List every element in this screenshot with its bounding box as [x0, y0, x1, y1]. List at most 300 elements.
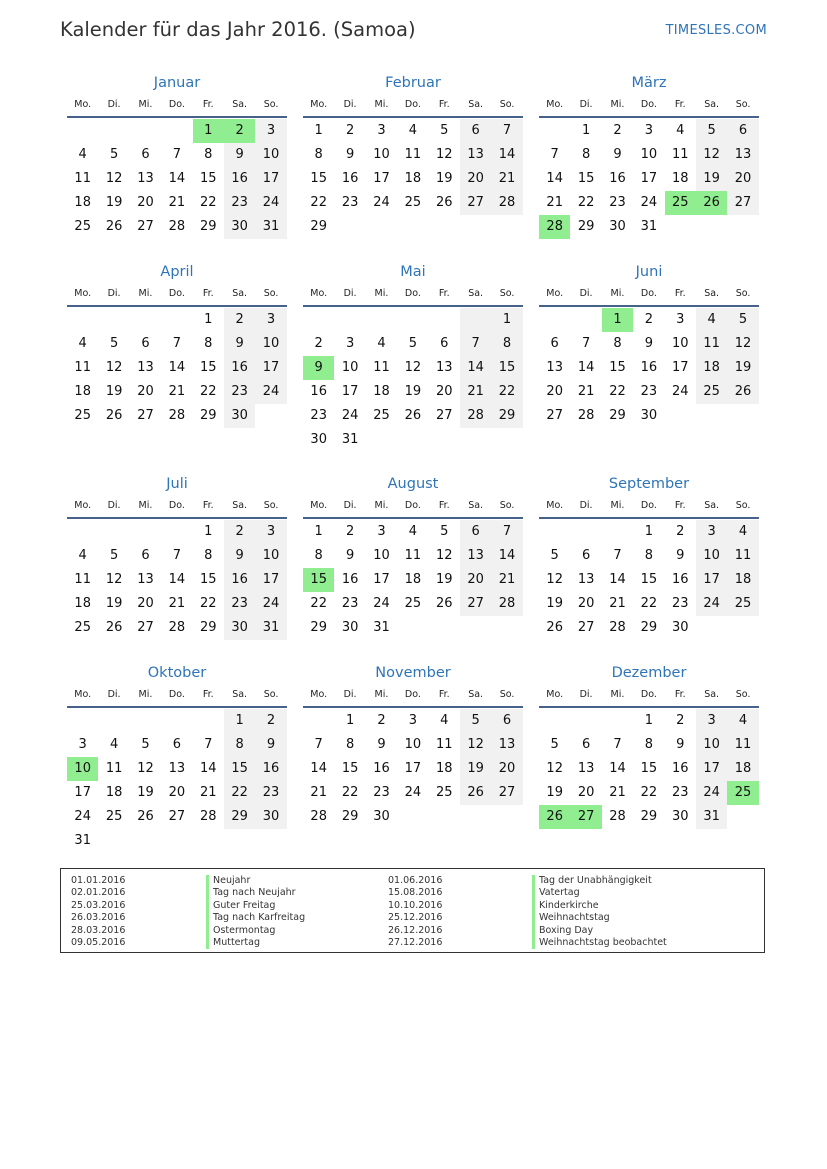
weekday-label: Sa. [468, 500, 484, 511]
weekday-label: Mi. [374, 288, 389, 299]
day-cell: 25 [105, 809, 123, 824]
month-name: Februar [385, 75, 441, 91]
weekday-header [303, 283, 523, 307]
day-cell: 3 [377, 123, 386, 138]
day-cell: 4 [78, 336, 87, 351]
day-cell: 22 [199, 596, 217, 611]
holiday-dates-right [388, 875, 442, 949]
day-cell: 6 [460, 520, 491, 544]
day-cell: 14 [168, 360, 186, 375]
day-cell: 27 [460, 592, 491, 616]
day-cell: 31 [255, 215, 286, 239]
day-cell: 31 [255, 616, 286, 640]
weekday-label: Di. [343, 288, 357, 299]
day-cell: 6 [727, 119, 758, 143]
day-cell: 23 [255, 781, 286, 805]
empty-cell [303, 308, 334, 332]
day-cell: 14 [168, 572, 186, 587]
holiday-name: Guter Freitag [206, 900, 305, 912]
weekday-label: So. [263, 689, 279, 700]
day-cell: 16 [671, 572, 689, 587]
weekday-label: Fr. [674, 500, 686, 511]
weekday-label: Fr. [202, 689, 214, 700]
day-cell: 25 [435, 785, 453, 800]
day-cell: 16 [373, 761, 390, 776]
day-cell: 13 [168, 761, 186, 776]
day-cell: 29 [224, 805, 255, 829]
month-februar [303, 72, 523, 239]
month-märz [539, 72, 759, 239]
empty-cell [539, 308, 570, 332]
weekday-label: So. [263, 99, 279, 110]
day-cell: 29 [310, 620, 327, 635]
holiday-name: Tag nach Karfreitag [206, 912, 305, 924]
weekday-label: Sa. [232, 288, 248, 299]
empty-cell [460, 308, 491, 332]
day-cell: 3 [408, 713, 417, 728]
day-cell: 6 [141, 147, 150, 162]
month-name: Juli [166, 476, 188, 492]
day-cell: 18 [696, 356, 727, 380]
day-cell: 14 [546, 171, 563, 186]
weekday-label: Mi. [138, 99, 153, 110]
day-cell: 9 [345, 548, 355, 563]
holiday-date: 01.06.2016 [388, 875, 443, 886]
weekday-label: So. [735, 99, 751, 110]
day-cell: 14 [491, 544, 522, 568]
day-cell: 8 [613, 336, 622, 351]
day-cell: 20 [577, 596, 595, 611]
day-cell: 3 [696, 520, 727, 544]
weekday-label: Mo. [74, 689, 92, 700]
empty-cell [67, 308, 98, 332]
day-cell: 20 [137, 596, 154, 611]
empty-cell [397, 308, 428, 332]
day-cell: 30 [341, 620, 359, 635]
day-cell: 11 [671, 147, 689, 162]
day-cell: 9 [224, 332, 255, 356]
day-cell: 29 [199, 408, 217, 423]
day-cell: 17 [373, 171, 390, 186]
day-cell: 21 [460, 380, 491, 404]
empty-cell [98, 308, 129, 332]
day-cell: 13 [546, 360, 563, 375]
day-cell: 17 [696, 568, 727, 592]
holiday-day-cell: 15 [303, 568, 334, 592]
weekday-label: Di. [579, 500, 593, 511]
day-cell: 7 [172, 336, 181, 351]
day-cell: 16 [609, 171, 626, 186]
weekday-label: So. [735, 288, 751, 299]
month-juni [539, 261, 759, 428]
day-cell: 25 [74, 219, 91, 234]
day-cell: 23 [640, 384, 658, 399]
weekday-label: So. [263, 500, 279, 511]
day-cell: 10 [671, 336, 689, 351]
day-cell: 23 [341, 195, 359, 210]
weekday-header [303, 495, 523, 519]
day-cell: 4 [676, 123, 685, 138]
weekday-label: Sa. [704, 689, 720, 700]
month-name: November [375, 665, 451, 681]
holiday-name: Weihnachtstag beobachtet [532, 937, 667, 949]
day-cell: 11 [373, 360, 390, 375]
weekday-header [303, 684, 523, 708]
day-cell: 15 [199, 572, 217, 587]
day-cell: 11 [404, 548, 422, 563]
day-cell: 2 [676, 713, 685, 728]
weekday-label: Do. [640, 288, 657, 299]
day-cell: 9 [345, 147, 355, 162]
day-cell: 6 [550, 336, 559, 351]
day-cell: 1 [204, 524, 213, 539]
day-cell: 5 [109, 548, 119, 563]
holiday-date: 25.03.2016 [71, 899, 126, 911]
day-cell: 17 [696, 757, 727, 781]
day-cell: 18 [373, 384, 390, 399]
weekday-label: Mo. [74, 288, 92, 299]
empty-cell [67, 119, 98, 143]
weekday-label: Sa. [704, 500, 720, 511]
weekday-label: Sa. [468, 689, 484, 700]
day-cell: 24 [373, 195, 390, 210]
weekday-label: Do. [640, 689, 657, 700]
day-cell: 21 [491, 568, 522, 592]
day-cell: 3 [345, 336, 355, 351]
day-cell: 31 [341, 432, 359, 447]
weekday-label: Di. [107, 500, 121, 511]
day-cell: 18 [435, 761, 453, 776]
day-cell: 4 [377, 336, 386, 351]
day-cell: 7 [314, 737, 323, 752]
day-cell: 28 [577, 408, 595, 423]
day-grid [67, 119, 287, 239]
day-cell: 9 [224, 544, 255, 568]
day-cell: 4 [727, 709, 758, 733]
day-cell: 6 [172, 737, 181, 752]
day-cell: 9 [676, 548, 685, 563]
day-cell: 10 [373, 147, 390, 162]
weekday-label: Mi. [374, 500, 389, 511]
day-cell: 25 [696, 380, 727, 404]
weekday-label: Mo. [310, 288, 328, 299]
month-name: Oktober [147, 665, 207, 681]
holiday-date: 02.01.2016 [71, 887, 126, 899]
day-cell: 4 [696, 308, 727, 332]
day-cell: 16 [224, 568, 255, 592]
day-cell: 2 [255, 709, 286, 733]
day-cell: 1 [491, 308, 522, 332]
day-cell: 28 [460, 404, 491, 428]
day-cell: 19 [696, 167, 727, 191]
day-cell: 10 [373, 548, 390, 563]
day-cell: 7 [550, 147, 559, 162]
holiday-name: Muttertag [206, 937, 305, 949]
weekday-header [539, 94, 759, 118]
day-cell: 17 [640, 171, 658, 186]
day-cell: 30 [671, 809, 689, 824]
month-name: August [387, 476, 439, 492]
weekday-label: Mo. [74, 99, 92, 110]
day-cell: 12 [435, 548, 453, 563]
day-cell: 22 [310, 195, 327, 210]
day-cell: 18 [671, 171, 689, 186]
day-cell: 26 [435, 596, 453, 611]
day-grid [539, 709, 759, 829]
day-cell: 6 [581, 737, 591, 752]
day-cell: 17 [373, 572, 390, 587]
weekday-label: Sa. [468, 288, 484, 299]
day-cell: 3 [676, 312, 685, 327]
day-cell: 29 [310, 219, 327, 234]
day-cell: 20 [460, 167, 491, 191]
day-cell: 27 [546, 408, 563, 423]
day-grid [67, 308, 287, 428]
day-cell: 7 [491, 520, 522, 544]
holiday-date: 26.03.2016 [71, 912, 126, 924]
weekday-label: Di. [107, 689, 121, 700]
day-cell: 28 [609, 809, 626, 824]
day-cell: 16 [310, 384, 327, 399]
day-cell: 23 [609, 195, 626, 210]
weekday-header [539, 684, 759, 708]
weekday-label: Do. [404, 99, 421, 110]
empty-cell [602, 520, 633, 544]
day-cell: 8 [224, 733, 255, 757]
day-grid [303, 520, 523, 640]
day-cell: 13 [137, 572, 154, 587]
day-grid [539, 520, 759, 640]
day-cell: 27 [137, 219, 154, 234]
day-cell: 30 [373, 809, 390, 824]
weekday-header [67, 495, 287, 519]
day-cell: 16 [341, 171, 359, 186]
day-cell: 5 [141, 737, 150, 752]
weekday-label: Fr. [202, 500, 214, 511]
day-cell: 14 [609, 761, 626, 776]
day-cell: 23 [224, 191, 255, 215]
weekday-label: Fr. [438, 689, 450, 700]
day-cell: 7 [460, 332, 491, 356]
day-cell: 15 [341, 761, 359, 776]
day-cell: 30 [224, 215, 255, 239]
weekday-label: So. [735, 689, 751, 700]
day-cell: 6 [440, 336, 449, 351]
day-cell: 15 [310, 171, 327, 186]
day-cell: 8 [345, 737, 355, 752]
weekday-label: Mi. [374, 689, 389, 700]
day-cell: 2 [345, 123, 355, 138]
day-cell: 5 [109, 147, 119, 162]
day-cell: 2 [644, 312, 653, 327]
weekday-label: Mi. [138, 288, 153, 299]
day-cell: 26 [105, 219, 123, 234]
day-cell: 3 [696, 709, 727, 733]
holiday-dates-left [71, 875, 125, 949]
day-cell: 1 [581, 123, 591, 138]
weekday-header [539, 495, 759, 519]
day-cell: 2 [377, 713, 386, 728]
day-cell: 14 [577, 360, 595, 375]
day-cell: 5 [408, 336, 417, 351]
empty-cell [98, 520, 129, 544]
weekday-label: Mi. [138, 500, 153, 511]
day-cell: 12 [727, 332, 758, 356]
day-cell: 29 [640, 620, 658, 635]
day-cell: 22 [310, 596, 327, 611]
day-cell: 2 [676, 524, 685, 539]
empty-cell [366, 308, 397, 332]
day-cell: 26 [727, 380, 758, 404]
weekday-label: Fr. [438, 500, 450, 511]
weekday-label: Di. [107, 288, 121, 299]
day-cell: 6 [460, 119, 491, 143]
month-april [67, 261, 287, 428]
day-cell: 3 [255, 520, 286, 544]
holiday-day-cell: 25 [727, 781, 758, 805]
holiday-name: Boxing Day [532, 925, 667, 937]
day-cell: 17 [255, 356, 286, 380]
weekday-label: Do. [404, 288, 421, 299]
day-cell: 5 [440, 524, 449, 539]
day-cell: 8 [491, 332, 522, 356]
day-cell: 3 [255, 308, 286, 332]
empty-cell [570, 308, 601, 332]
day-cell: 22 [199, 195, 217, 210]
day-cell: 19 [137, 785, 154, 800]
day-cell: 19 [727, 356, 758, 380]
holiday-day-cell: 26 [696, 191, 727, 215]
holiday-day-cell: 9 [303, 356, 334, 380]
day-cell: 30 [640, 408, 658, 423]
day-cell: 22 [224, 781, 255, 805]
day-cell: 27 [460, 191, 491, 215]
day-cell: 13 [137, 360, 154, 375]
weekday-label: Mi. [610, 500, 625, 511]
day-cell: 6 [491, 709, 522, 733]
day-cell: 4 [408, 524, 417, 539]
day-cell: 20 [491, 757, 522, 781]
day-grid [303, 308, 523, 452]
empty-cell [539, 119, 570, 143]
day-cell: 24 [671, 384, 689, 399]
weekday-label: Di. [343, 99, 357, 110]
day-cell: 5 [727, 308, 758, 332]
empty-cell [602, 709, 633, 733]
day-cell: 25 [404, 596, 422, 611]
day-cell: 19 [435, 171, 453, 186]
day-cell: 21 [609, 596, 626, 611]
day-cell: 1 [224, 709, 255, 733]
day-cell: 22 [491, 380, 522, 404]
holiday-day-cell: 1 [602, 308, 633, 332]
day-cell: 26 [546, 620, 563, 635]
day-cell: 12 [435, 147, 453, 162]
day-cell: 12 [105, 572, 123, 587]
holiday-day-cell: 27 [570, 805, 601, 829]
day-cell: 5 [550, 737, 559, 752]
day-cell: 9 [644, 336, 653, 351]
day-cell: 28 [491, 592, 522, 616]
day-cell: 2 [613, 123, 622, 138]
holiday-name: Weihnachtstag [532, 912, 667, 924]
day-cell: 20 [168, 785, 186, 800]
weekday-label: Do. [640, 500, 657, 511]
empty-cell [98, 119, 129, 143]
day-cell: 9 [613, 147, 622, 162]
day-cell: 13 [435, 360, 453, 375]
weekday-label: Mi. [374, 99, 389, 110]
day-cell: 19 [105, 195, 123, 210]
day-cell: 28 [199, 809, 217, 824]
day-cell: 6 [141, 336, 150, 351]
day-cell: 23 [373, 785, 390, 800]
day-cell: 4 [440, 713, 449, 728]
month-name: März [631, 75, 667, 91]
day-cell: 12 [460, 733, 491, 757]
brand-link[interactable]: TIMESLES.COM [665, 23, 767, 38]
weekday-label: Mo. [546, 288, 564, 299]
day-cell: 24 [373, 596, 390, 611]
day-cell: 1 [345, 713, 355, 728]
day-cell: 22 [640, 785, 658, 800]
weekday-label: So. [499, 288, 515, 299]
day-cell: 27 [137, 408, 154, 423]
weekday-label: Di. [579, 689, 593, 700]
empty-cell [130, 119, 161, 143]
day-cell: 28 [491, 191, 522, 215]
day-cell: 9 [255, 733, 286, 757]
day-cell: 25 [74, 620, 91, 635]
day-cell: 14 [199, 761, 217, 776]
day-cell: 4 [78, 147, 87, 162]
day-cell: 15 [199, 171, 217, 186]
day-cell: 31 [74, 833, 91, 848]
day-cell: 20 [577, 785, 595, 800]
weekday-label: Fr. [438, 288, 450, 299]
day-cell: 14 [168, 171, 186, 186]
weekday-label: Do. [404, 500, 421, 511]
empty-cell [539, 709, 570, 733]
day-cell: 16 [671, 761, 689, 776]
day-cell: 21 [168, 596, 186, 611]
day-cell: 18 [404, 572, 422, 587]
holiday-name: Vatertag [532, 887, 667, 899]
weekday-label: Do. [640, 99, 657, 110]
day-cell: 24 [255, 380, 286, 404]
holiday-names-left [206, 875, 305, 949]
day-cell: 30 [224, 616, 255, 640]
empty-cell [130, 709, 161, 733]
day-cell: 24 [74, 809, 91, 824]
day-cell: 16 [640, 360, 658, 375]
day-cell: 30 [310, 432, 327, 447]
day-cell: 27 [491, 781, 522, 805]
weekday-label: Mo. [310, 689, 328, 700]
day-cell: 18 [727, 757, 758, 781]
day-cell: 10 [255, 143, 286, 167]
day-cell: 2 [224, 520, 255, 544]
day-cell: 20 [546, 384, 563, 399]
day-cell: 27 [577, 620, 595, 635]
holiday-date: 28.03.2016 [71, 924, 126, 936]
day-grid [303, 709, 523, 829]
day-cell: 30 [255, 805, 286, 829]
day-cell: 10 [255, 332, 286, 356]
day-cell: 11 [696, 332, 727, 356]
day-cell: 11 [404, 147, 422, 162]
day-cell: 26 [460, 781, 491, 805]
